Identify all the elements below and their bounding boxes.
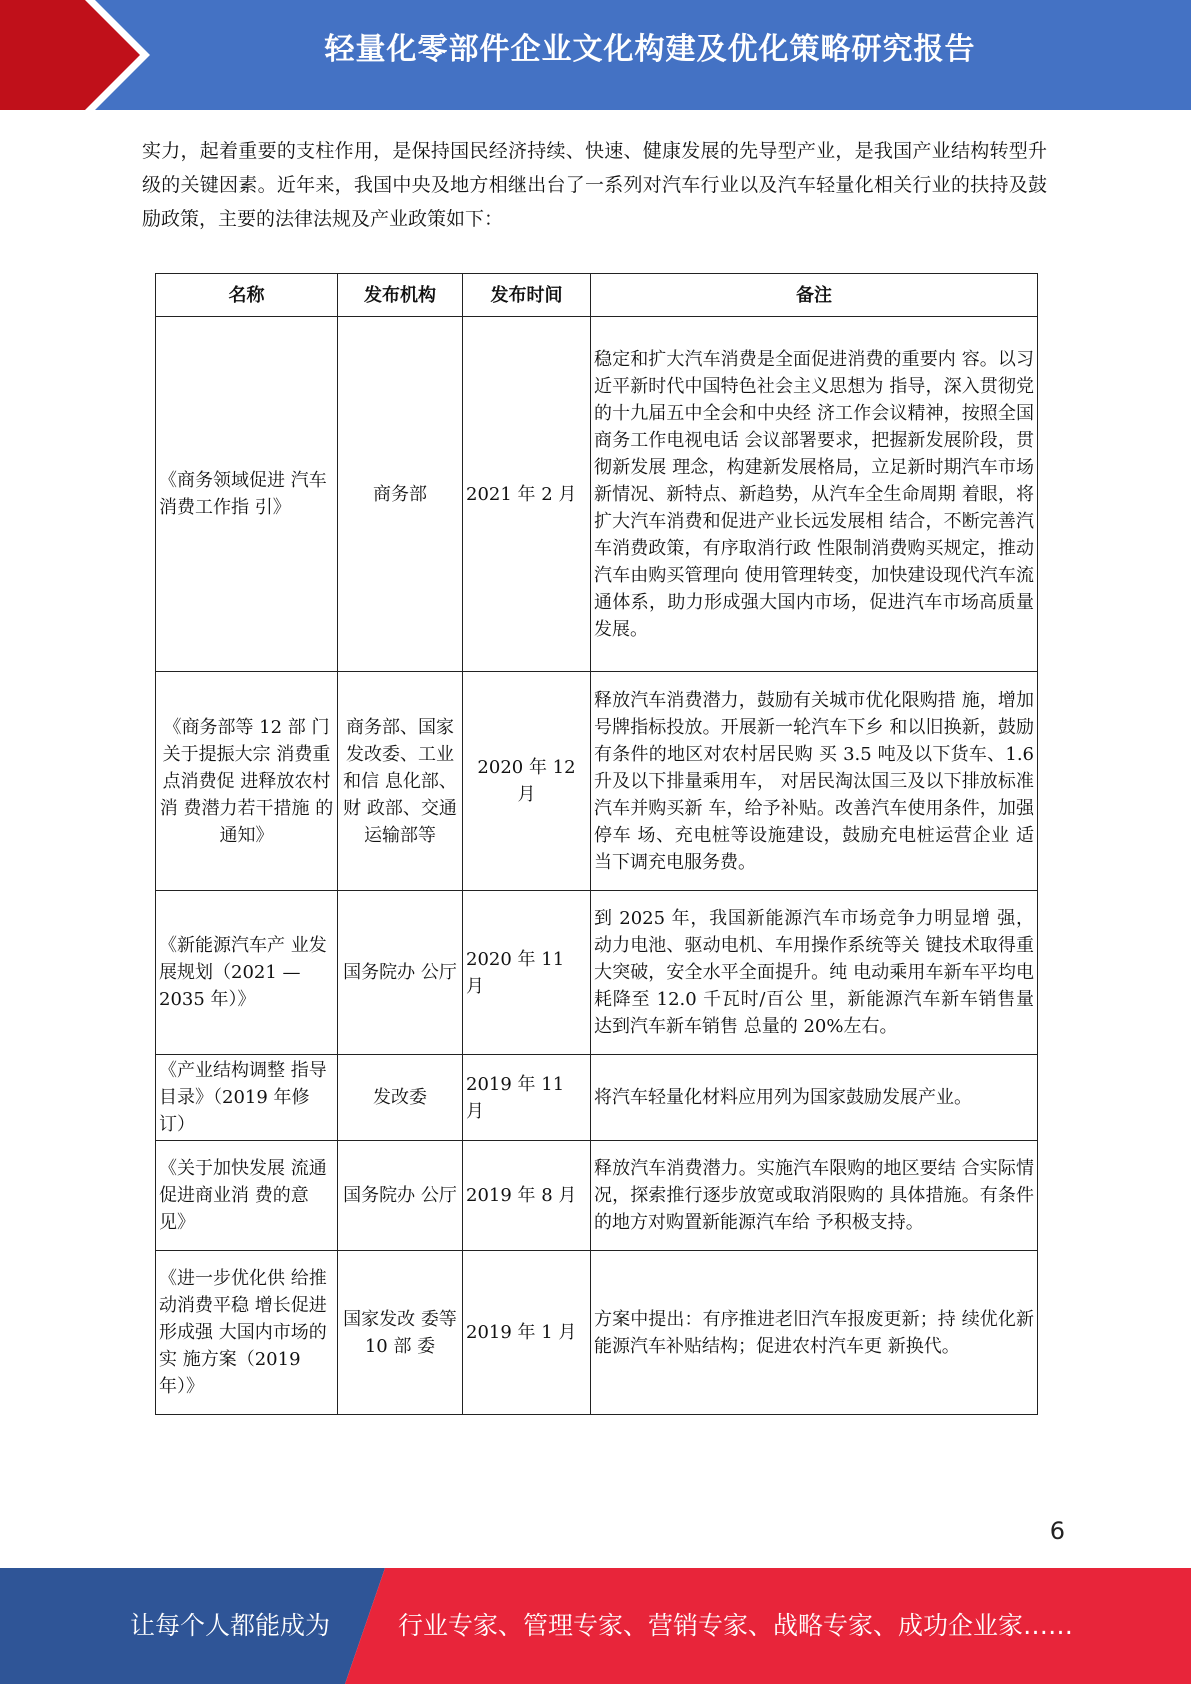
policy-date: 2021 年 2 月 [463,317,591,672]
policy-date: 2019 年 11 月 [463,1055,591,1141]
page-number: 6 [1049,1517,1065,1545]
policy-org: 国务院办 公厅 [338,891,463,1055]
policy-table [155,273,1038,1415]
header-arrow-graphic [0,0,160,110]
policy-name: 《进一步优化供 给推动消费平稳 增长促进形成强 大国内市场的实 施方案（2019 年）》 [156,1251,338,1415]
policy-name: 《商务部等 12 部 门关于提振大宗 消费重点消费促 进释放农村消 费潜力若干措施 的通知》 [156,672,338,891]
intro-paragraph: 实力，起着重要的支柱作用，是保持国民经济持续、快速、健康发展的先导型产业，是我国产业结构转型升级的关键因素。近年来，我国中央及地方相继出台了一系列对汽车行业以及汽车轻量化相关行业的扶持及鼓励政策，主要的法律法规及产业政策如下： [142,140,1047,230]
table-row [156,1141,1038,1251]
policy-date: 2020 年 12 月 [463,672,591,891]
policy-name: 《商务领域促进 汽车消费工作指 引》 [156,317,338,672]
header-org: 发布机构 [338,274,463,317]
table-row [156,891,1038,1055]
header-date: 发布时间 [463,274,591,317]
policy-date: 2019 年 8 月 [463,1141,591,1251]
page-footer [0,1568,1191,1684]
header-name: 名称 [156,274,338,317]
policy-name: 《产业结构调整 指导目录》（2019 年修订） [156,1055,338,1141]
policy-date: 2020 年 11 月 [463,891,591,1055]
table-row [156,1055,1038,1141]
policy-note: 将汽车轻量化材料应用列为国家鼓励发展产业。 [591,1055,1038,1141]
policy-org: 发改委 [338,1055,463,1141]
footer-slogan-left: 让每个人都能成为 [130,1611,331,1640]
table-header-row [156,274,1038,317]
policy-org: 国家发改 委等 10 部 委 [338,1251,463,1415]
table-row [156,317,1038,672]
report-title: 轻量化零部件企业文化构建及优化策略研究报告 [324,32,976,67]
policy-org: 商务部、国家发改委、工业和信 息化部、财 政部、交通运输部等 [338,672,463,891]
policy-name: 《关于加快发展 流通促进商业消 费的意见》 [156,1141,338,1251]
policy-name: 《新能源汽车产 业发展规划（2021 —2035 年）》 [156,891,338,1055]
policy-note: 释放汽车消费潜力，鼓励有关城市优化限购措 施，增加号牌指标投放。开展新一轮汽车下乡 和以旧换新，鼓励有条件的地区对农村居民购 买 3.5 吨及以下货车、1.6 升及以下排量乘用车， 对居民淘汰国三及以下排放标准汽车并购买新 车，给予补贴。改善汽车使用条件，加强停车 场、充电桩等设施建设，鼓励充电桩运营企业 适当下调充电服务费。 [591,672,1038,891]
table-row [156,672,1038,891]
policy-note: 到 2025 年，我国新能源汽车市场竞争力明显增 强，动力电池、驱动电机、车用操作系统等关 键技术取得重大突破，安全水平全面提升。纯 电动乘用车新车平均电耗降至 12.0 千瓦时/百公 里，新能源汽车新车销售量达到汽车新车销售 总量的 20%左右。 [591,891,1038,1055]
policy-date: 2019 年 1 月 [463,1251,591,1415]
page-header [0,0,1191,110]
policy-org: 国务院办 公厅 [338,1141,463,1251]
policy-note: 稳定和扩大汽车消费是全面促进消费的重要内 容。以习近平新时代中国特色社会主义思想为 指导，深入贯彻党的十九届五中全会和中央经 济工作会议精神，按照全国商务工作电视电话 会议部署要求，把握新发展阶段，贯彻新发展 理念，构建新发展格局，立足新时期汽车市场 新情况、新特点、新趋势，从汽车全生命周期 着眼，将扩大汽车消费和促进产业长远发展相 结合，不断完善汽车消费政策，有序取消行政 性限制消费购买规定，推动汽车由购买管理向 使用管理转变，加快建设现代汽车流通体系，助力形成强大国内市场，促进汽车市场高质量 发展。 [591,317,1038,672]
policy-note: 方案中提出：有序推进老旧汽车报废更新；持 续优化新能源汽车补贴结构；促进农村汽车更 新换代。 [591,1251,1038,1415]
header-note: 备注 [591,274,1038,317]
policy-org: 商务部 [338,317,463,672]
policy-note: 释放汽车消费潜力。实施汽车限购的地区要结 合实际情况，探索推行逐步放宽或取消限购的 具体措施。有条件的地方对购置新能源汽车给 予积极支持。 [591,1141,1038,1251]
footer-slogan-right: 行业专家、管理专家、营销专家、战略专家、成功企业家…… [398,1611,1074,1640]
table-row [156,1251,1038,1415]
